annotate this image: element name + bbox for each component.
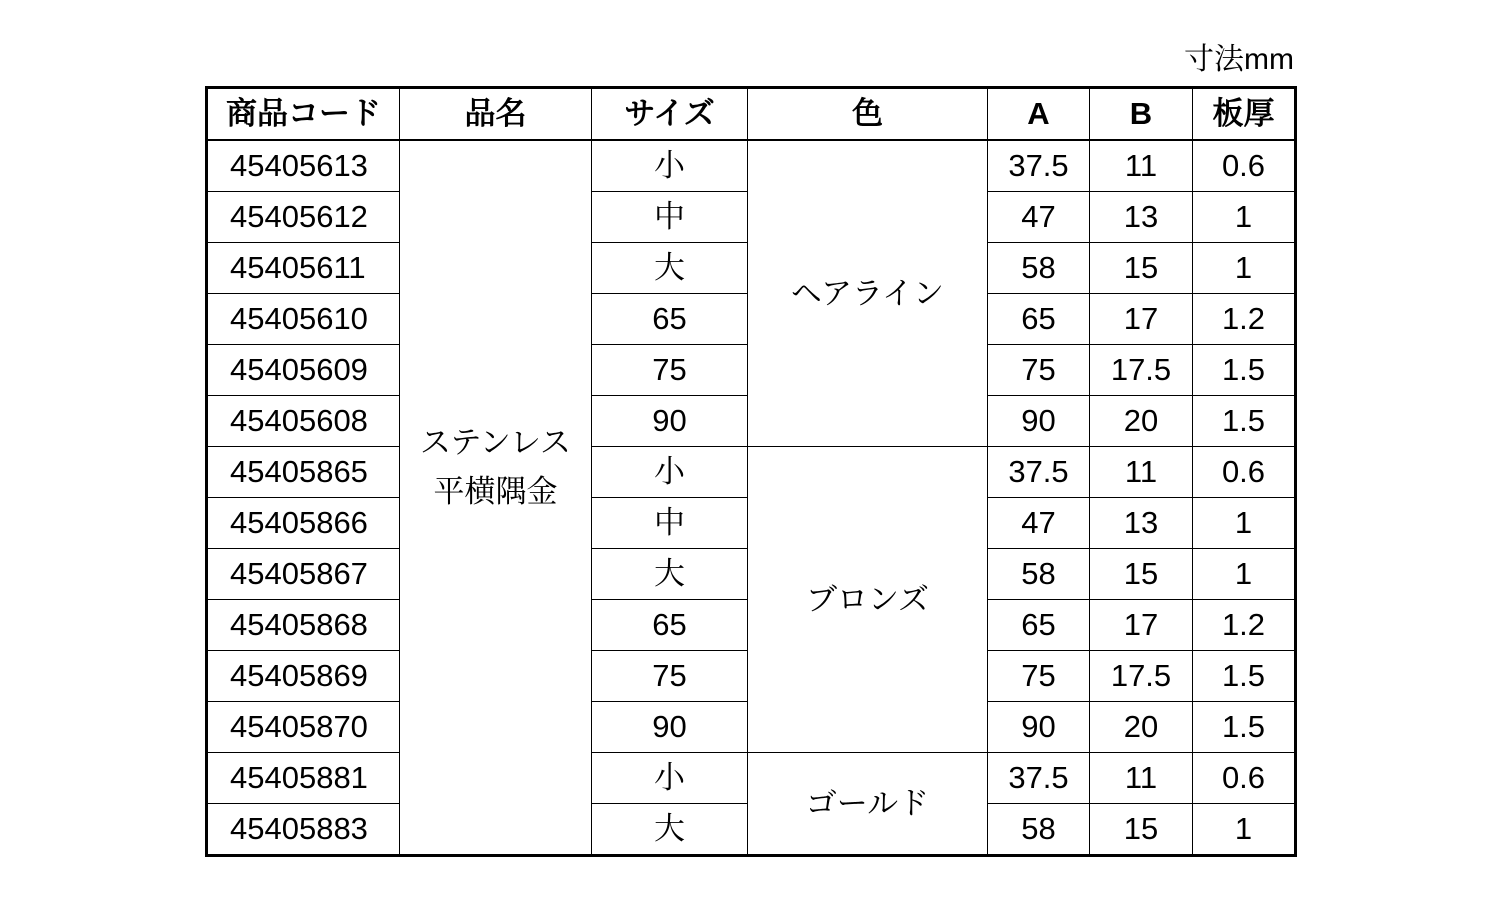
thickness-cell: 1.2	[1193, 600, 1296, 651]
thickness-cell: 1	[1193, 192, 1296, 243]
b-cell: 17.5	[1090, 345, 1193, 396]
b-cell: 11	[1090, 140, 1193, 192]
b-cell: 15	[1090, 549, 1193, 600]
a-cell: 37.5	[988, 447, 1090, 498]
product-code-cell: 45405609	[207, 345, 400, 396]
size-cell: 90	[592, 702, 748, 753]
a-cell: 90	[988, 396, 1090, 447]
a-cell: 37.5	[988, 140, 1090, 192]
b-cell: 11	[1090, 753, 1193, 804]
a-cell: 75	[988, 651, 1090, 702]
header-size: サイズ	[592, 88, 748, 141]
a-cell: 65	[988, 294, 1090, 345]
size-cell: 大	[592, 804, 748, 856]
size-cell: 中	[592, 498, 748, 549]
size-cell: 大	[592, 549, 748, 600]
product-name-line1: ステンレス	[419, 425, 572, 461]
header-code: 商品コード	[207, 88, 400, 141]
size-cell: 大	[592, 243, 748, 294]
spec-table	[205, 86, 1297, 857]
header-thickness: 板厚	[1193, 88, 1296, 141]
thickness-cell: 1.5	[1193, 345, 1296, 396]
a-cell: 58	[988, 549, 1090, 600]
size-cell: 75	[592, 345, 748, 396]
size-cell: 65	[592, 600, 748, 651]
size-cell: 中	[592, 192, 748, 243]
color-cell-bronze: ブロンズ	[748, 447, 988, 753]
b-cell: 11	[1090, 447, 1193, 498]
a-cell: 58	[988, 243, 1090, 294]
header-row	[207, 88, 1296, 141]
b-cell: 15	[1090, 804, 1193, 856]
product-code-cell: 45405865	[207, 447, 400, 498]
unit-note: 寸法mm	[1184, 43, 1294, 76]
a-cell: 47	[988, 498, 1090, 549]
product-code-cell: 45405867	[207, 549, 400, 600]
table-row	[207, 753, 1296, 804]
b-cell: 13	[1090, 192, 1193, 243]
size-cell: 小	[592, 140, 748, 192]
b-cell: 15	[1090, 243, 1193, 294]
header-name: 品名	[400, 88, 592, 141]
product-code-cell: 45405611	[207, 243, 400, 294]
thickness-cell: 1	[1193, 549, 1296, 600]
product-code-cell: 45405866	[207, 498, 400, 549]
size-cell: 75	[592, 651, 748, 702]
b-cell: 17	[1090, 294, 1193, 345]
table-row	[207, 140, 1296, 192]
header-a: A	[988, 88, 1090, 141]
color-cell-hairline: ヘアライン	[748, 140, 988, 447]
header-color: 色	[748, 88, 988, 141]
b-cell: 20	[1090, 702, 1193, 753]
product-code-cell: 45405610	[207, 294, 400, 345]
thickness-cell: 1	[1193, 498, 1296, 549]
thickness-cell: 1.5	[1193, 702, 1296, 753]
table-row	[207, 447, 1296, 498]
color-cell-gold: ゴールド	[748, 753, 988, 856]
thickness-cell: 1.5	[1193, 396, 1296, 447]
product-code-cell: 45405613	[207, 140, 400, 192]
product-name-line2: 平横隅金	[433, 473, 558, 509]
b-cell: 17.5	[1090, 651, 1193, 702]
a-cell: 65	[988, 600, 1090, 651]
product-code-cell: 45405881	[207, 753, 400, 804]
a-cell: 90	[988, 702, 1090, 753]
product-code-cell: 45405868	[207, 600, 400, 651]
product-code-cell: 45405870	[207, 702, 400, 753]
header-b: B	[1090, 88, 1193, 141]
product-name-cell	[400, 140, 592, 856]
thickness-cell: 0.6	[1193, 447, 1296, 498]
b-cell: 17	[1090, 600, 1193, 651]
a-cell: 75	[988, 345, 1090, 396]
a-cell: 58	[988, 804, 1090, 856]
thickness-cell: 1	[1193, 804, 1296, 856]
size-cell: 小	[592, 753, 748, 804]
b-cell: 20	[1090, 396, 1193, 447]
a-cell: 47	[988, 192, 1090, 243]
thickness-cell: 0.6	[1193, 140, 1296, 192]
thickness-cell: 1.5	[1193, 651, 1296, 702]
product-code-cell: 45405608	[207, 396, 400, 447]
b-cell: 13	[1090, 498, 1193, 549]
thickness-cell: 1	[1193, 243, 1296, 294]
product-code-cell: 45405869	[207, 651, 400, 702]
product-code-cell: 45405612	[207, 192, 400, 243]
size-cell: 小	[592, 447, 748, 498]
size-cell: 65	[592, 294, 748, 345]
thickness-cell: 1.2	[1193, 294, 1296, 345]
thickness-cell: 0.6	[1193, 753, 1296, 804]
product-code-cell: 45405883	[207, 804, 400, 856]
size-cell: 90	[592, 396, 748, 447]
a-cell: 37.5	[988, 753, 1090, 804]
